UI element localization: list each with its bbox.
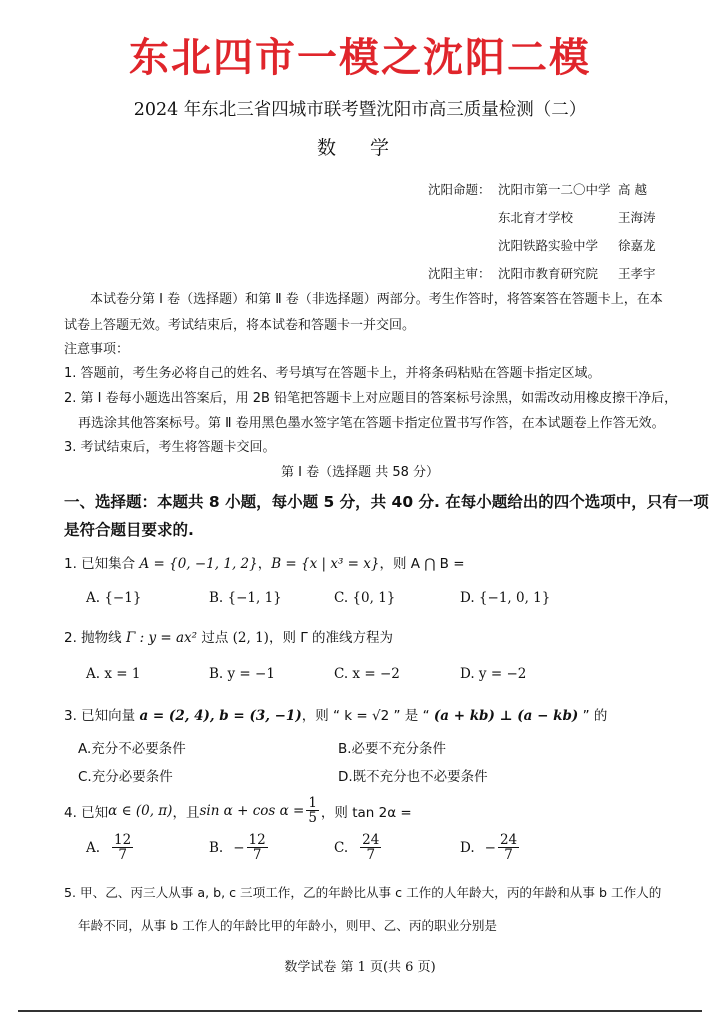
exam-title: 2024 年东北三省四城市联考暨沈阳市高三质量检测（二）: [133, 100, 587, 120]
question-4-stem: 4. 已知 α ∈ (0, π) ，且 sin α + cos α = $\frac{1}{5}$ ，则 tan 2α =: [64, 795, 412, 827]
proposer-name: 徐嘉龙: [618, 238, 656, 253]
question-1-option-c: C. {0, 1}: [334, 590, 396, 606]
question-2-option-b: B. y = −1: [209, 666, 275, 682]
question-2-option-c: C. x = −2: [334, 666, 400, 682]
question-2-stem: 2. 抛物线 Γ : y = ax² 过点 (2, 1)，则 Γ 的准线方程为: [64, 630, 394, 646]
reviewer-name: 王孝宇: [618, 266, 656, 281]
proposer-school: 沈阳市第一二〇中学: [498, 182, 611, 197]
part-one-title: 第 Ⅰ 卷（选择题 共 58 分）: [280, 465, 440, 480]
notice-title: 注意事项：: [64, 342, 130, 357]
proposer-school: 沈阳铁路实验中学: [498, 238, 599, 253]
proposer-label: 沈阳命题：: [428, 182, 491, 197]
fraction-one-fifth: $\frac{1}{5}$: [308, 795, 317, 827]
subject-title: 数 学: [316, 137, 404, 159]
question-4-option-b: B. − $\frac{12}{7}$: [209, 832, 266, 864]
trig-equation: sin α + cos α =: [199, 802, 305, 819]
question-3-option-c: C.充分必要条件: [78, 769, 173, 785]
section-heading-line-1: 一、选择题：本题共 8 小题，每小题 5 分，共 40 分. 在每小题给出的四个选项中，只有一项: [64, 493, 709, 511]
question-5-line-2: 年龄不同，从事 b 工作人的年龄比甲的年龄小，则甲、乙、丙的职业分别是: [78, 918, 498, 933]
question-1-option-b: B. {−1, 1}: [209, 590, 282, 606]
notice-item: 1. 答题前，考生务必将自己的姓名、考号填写在答题卡上，并将条码粘贴在答题卡指定区域。: [64, 366, 601, 381]
alpha-domain: α ∈ (0, π): [108, 802, 173, 819]
notice-item: 2. 第 Ⅰ 卷每小题选出答案后，用 2B 铅笔把答题卡上对应题目的答案标号涂黑，如需改动用橡皮擦干净后，: [64, 391, 678, 406]
point-expression: (2, 1): [232, 630, 269, 646]
question-4-option-d: D. − $\frac{24}{7}$: [460, 832, 518, 864]
page-footer: 数学试卷 第 1 页(共 6 页): [284, 960, 436, 975]
question-1-option-d: D. {−1, 0, 1}: [460, 590, 551, 606]
question-5-line-1: 5. 甲、乙、丙三人从事 a, b, c 三项工作，乙的年龄比从事 c 工作的人年龄大，丙的年龄和从事 b 工作人的: [64, 885, 662, 900]
bottom-divider: [18, 1010, 702, 1012]
set-a-expression: A = {0, −1, 1, 2}: [139, 556, 258, 572]
notice-item: 3. 考试结束后，考生将答题卡交回。: [64, 440, 276, 455]
perpendicular-condition: (a + kb) ⊥ (a − kb): [433, 708, 579, 724]
reviewer-school: 沈阳市教育研究院: [498, 266, 599, 281]
question-3-option-b: B.必要不充分条件: [338, 741, 447, 757]
proposer-name: 高 越: [618, 182, 647, 197]
question-3-option-a: A.充分不必要条件: [78, 741, 186, 757]
question-3-stem: 3. 已知向量 a = (2, 4), b = (3, −1)，则 “ k = √2 ” 是 “ (a + kb) ⊥ (a − kb) ” 的: [64, 708, 608, 724]
section-heading-line-2: 是符合题目要求的.: [64, 521, 194, 539]
question-2-option-d: D. y = −2: [460, 666, 527, 682]
notice-item-continued: 再选涂其他答案标号。第 Ⅱ 卷用黑色墨水签字笔在答题卡指定位置书写作答，在本试题卷上作答无效。: [78, 416, 665, 431]
vector-expression: a = (2, 4), b = (3, −1): [139, 708, 302, 724]
question-4-option-c: C. $\frac{24}{7}$: [334, 832, 380, 864]
proposer-name: 王海涛: [618, 210, 656, 225]
intro-line-2: 试卷上答题无效。考试结束后，将本试卷和答题卡一并交回。: [64, 318, 416, 333]
question-4-option-a: A. $\frac{12}{7}$: [86, 832, 132, 864]
reviewer-label: 沈阳主审：: [428, 266, 491, 281]
set-b-expression: B = {x | x³ = x}: [271, 556, 380, 572]
intro-line-1: 本试卷分第 Ⅰ 卷（选择题）和第 Ⅱ 卷（非选择题）两部分。考生作答时，将答案答在答题卡上，在本: [90, 292, 663, 307]
question-2-option-a: A. x = 1: [86, 666, 141, 682]
question-3-option-d: D.既不充分也不必要条件: [338, 769, 488, 785]
red-banner-title: 东北四市一模之沈阳二模: [129, 35, 591, 81]
proposer-school: 东北育才学校: [498, 210, 574, 225]
parabola-expression: Γ : y = ax²: [125, 630, 198, 646]
question-1-option-a: A. {−1}: [86, 590, 142, 606]
question-1-stem: 1. 已知集合 A = {0, −1, 1, 2}，B = {x | x³ = x}，则 A ⋂ B =: [64, 556, 465, 572]
